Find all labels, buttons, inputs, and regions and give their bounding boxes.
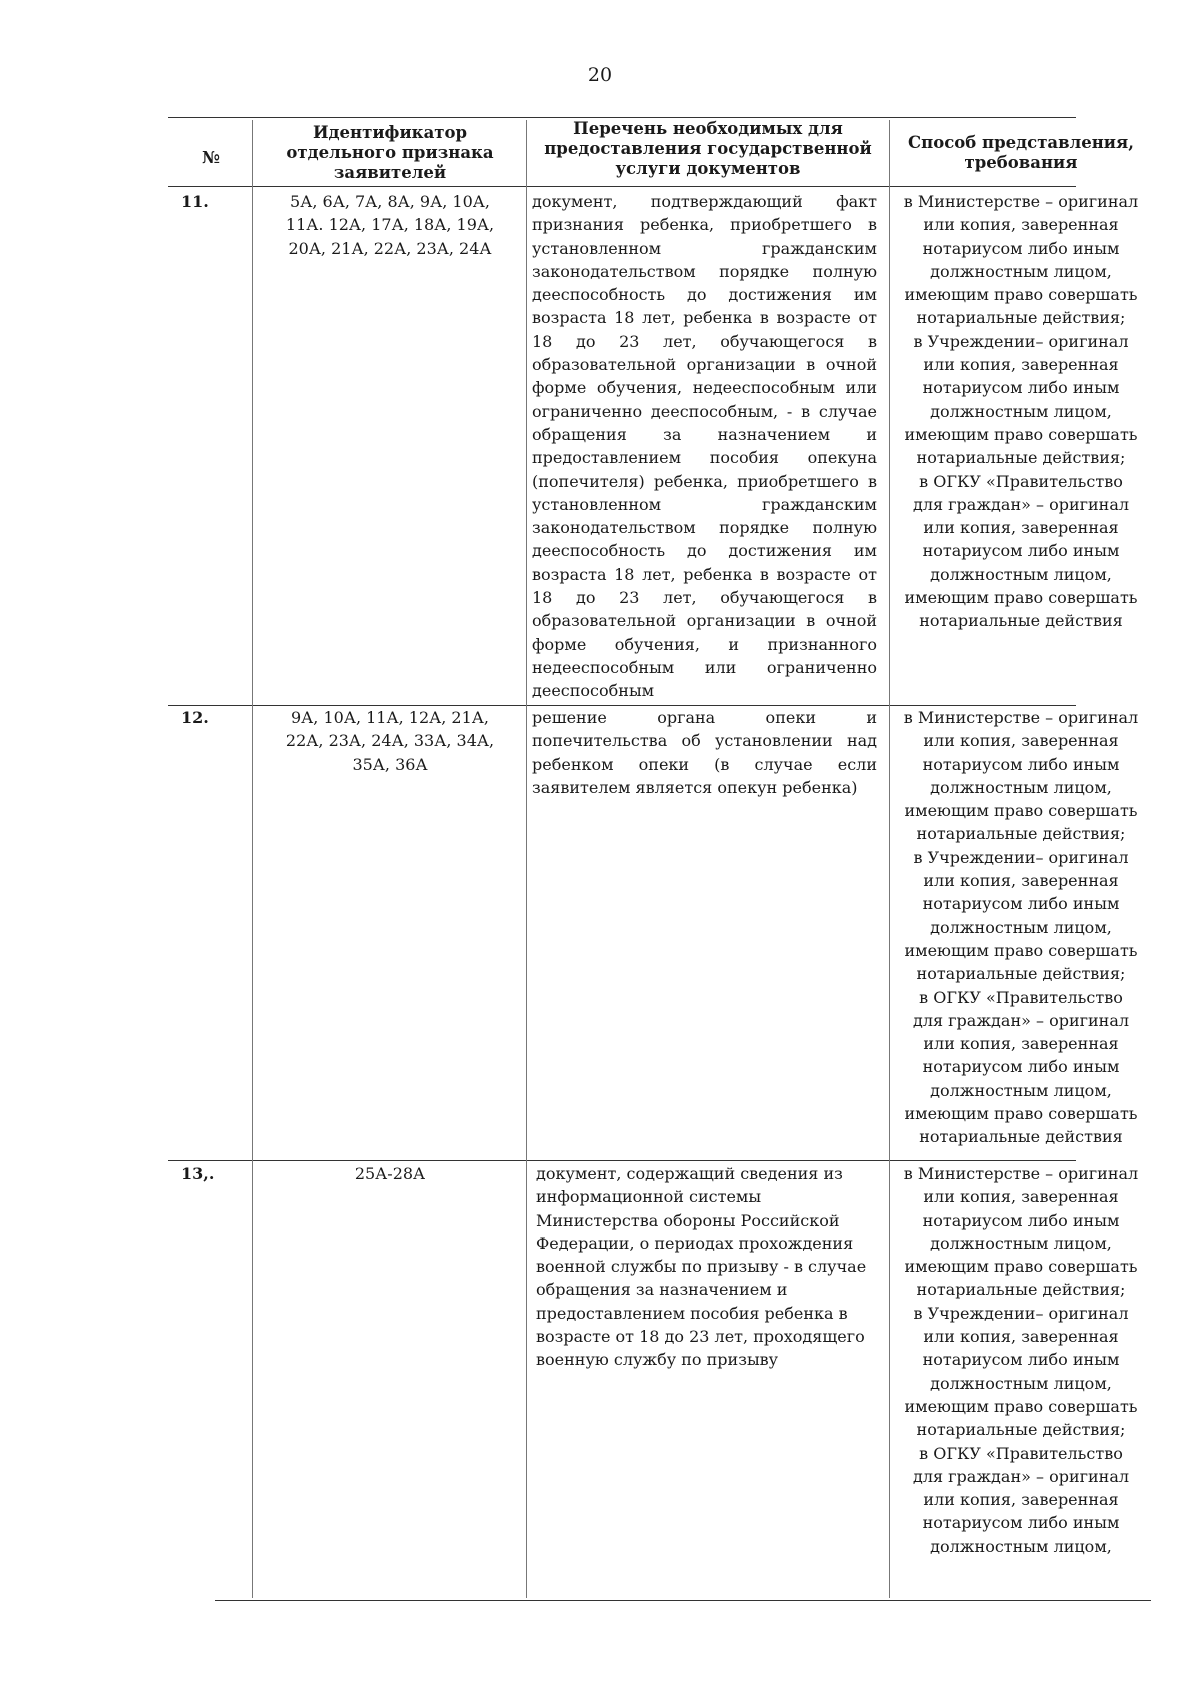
row-11-identifier: 5А, 6А, 7А, 8А, 9А, 10А, 11А. 12А, 17А, 18А, 19А, 20А, 21А, 22А, 23А, 24А bbox=[285, 192, 495, 258]
column-divider bbox=[526, 120, 527, 1598]
row-12-identifier: 9А, 10А, 11А, 12А, 21А, 22А, 23А, 24А, 33А, 34А, 35А, 36А bbox=[285, 708, 495, 774]
row-11-number: 11. bbox=[181, 192, 209, 211]
row-11-document: документ, подтверждающий факт признания ребенка, приобретшего в установленном гражданским законодательством порядке полную дееспособность до достижения им возраста 18 лет, ребенка в возрасте от 18 до 23 лет, обучающегося в образовательной организации в очной форме обучения, недееспособным или ограниченно дееспособным, - в случае обращения за назначением и предоставлением пособия опекуна (попечителя) ребенка, приобретшего в установленном гражданским законодательством порядке полную дееспособность до достижения им возраста 18 лет, ребенка в возрасте от 18 до 23 лет, обучающегося в образовательной организации в очной форме обучения, и признанного недееспособным или ограниченно дееспособным bbox=[532, 192, 877, 701]
row-12-method: в Министерстве – оригинал или копия, заверенная нотариусом либо иным должностным лицом, имеющим право совершать нотариальные действия; в Учреждении– оригинал или копия, заверенная нотариусом либо иным должностным лицом, имеющим право совершать нотариальные действия; в ОГКУ «Правительство для граждан» – оригинал или копия, заверенная нотариусом либо иным должностным лицом, имеющим право совершать нотариальные действия bbox=[903, 708, 1139, 1147]
column-divider bbox=[252, 120, 253, 1598]
header-method: Способ представления, требования bbox=[908, 133, 1134, 172]
table-bottom-rule bbox=[215, 1600, 1151, 1601]
header-identifier: Идентификатор отдельного признака заявителей bbox=[286, 123, 494, 182]
column-divider bbox=[889, 120, 890, 1598]
row-12-bottom-rule bbox=[168, 1160, 1076, 1161]
row-13-number: 13,. bbox=[181, 1164, 215, 1183]
header-documents: Перечень необходимых для предоставления государственной услуги документов bbox=[544, 119, 872, 178]
header-bottom-rule bbox=[168, 186, 1076, 187]
row-13-identifier: 25А-28А bbox=[354, 1164, 426, 1183]
row-13-method: в Министерстве – оригинал или копия, заверенная нотариусом либо иным должностным лицом, имеющим право совершать нотариальные действия; в Учреждении– оригинал или копия, заверенная нотариусом либо иным должностным лицом, имеющим право совершать нотариальные действия; в ОГКУ «Правительство для граждан» – оригинал или копия, заверенная нотариусом либо иным должностным лицом, bbox=[903, 1164, 1139, 1556]
row-11-method: в Министерстве – оригинал или копия, заверенная нотариусом либо иным должностным лицом, имеющим право совершать нотариальные действия; в Учреждении– оригинал или копия, заверенная нотариусом либо иным должностным лицом, имеющим право совершать нотариальные действия; в ОГКУ «Правительство для граждан» – оригинал или копия, заверенная нотариусом либо иным должностным лицом, имеющим право совершать нотариальные действия bbox=[903, 192, 1139, 631]
row-12-document: решение органа опеки и попечительства об установлении над ребенком опеки (в случае если заявителем является опекун ребенка) bbox=[532, 708, 877, 797]
header-num: № bbox=[202, 148, 220, 167]
page-number: 20 bbox=[587, 64, 613, 86]
row-12-number: 12. bbox=[181, 708, 209, 727]
table-top-rule bbox=[168, 117, 1076, 118]
row-13-document: документ, содержащий сведения из информационной системы Министерства обороны Российской Федерации, о периодах прохождения военной службы по призыву - в случае обращения за назначением и предоставлением пособия ребенка в возрасте от 18 до 23 лет, проходящего военную службу по призыву bbox=[536, 1164, 867, 1370]
